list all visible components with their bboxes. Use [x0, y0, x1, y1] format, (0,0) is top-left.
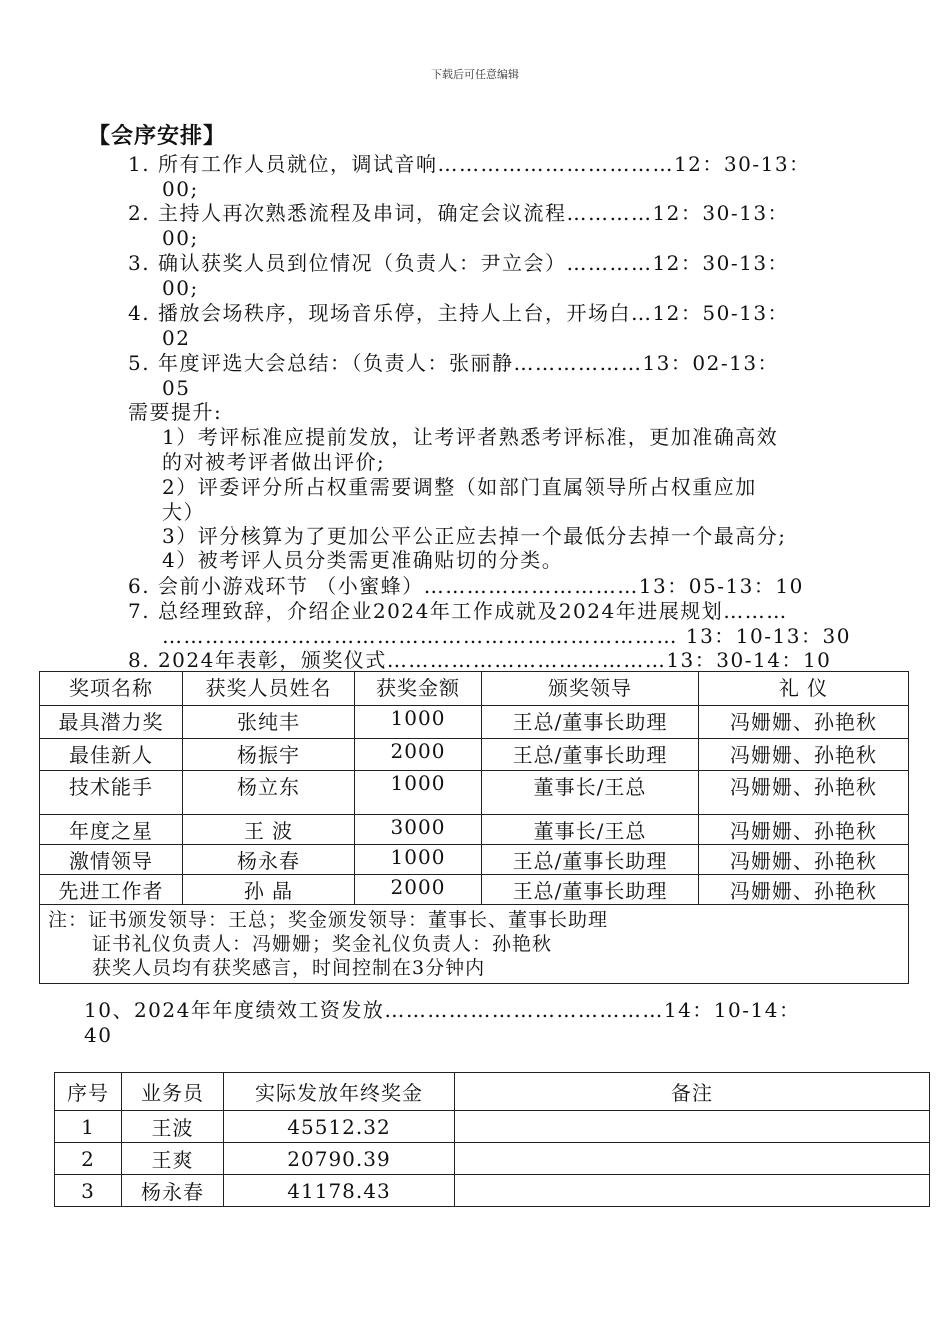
column-header: 礼 仪	[699, 672, 909, 706]
agenda-line: 3. 确认获奖人员到位情况（负责人：尹立会）…………12：30-13：	[128, 251, 790, 275]
agenda-line: 1. 所有工作人员就位，调试音响……………………………12：30-13：	[128, 152, 811, 176]
column-header: 备注	[455, 1073, 930, 1111]
table-cell: 冯姗姗、孙艳秋	[699, 875, 909, 905]
table-cell: 杨永春	[183, 845, 355, 875]
table-cell: 2000	[355, 875, 482, 905]
agenda-line: 10、2024年年度绩效工资发放…………………………………14：10-14：	[84, 998, 801, 1022]
agenda-line: 6. 会前小游戏环节 （小蜜蜂）…………………………13：05-13：10	[128, 574, 804, 598]
agenda-line: 05	[162, 376, 191, 400]
agenda-line: 00;	[162, 226, 199, 250]
table-cell: 1000	[355, 706, 482, 739]
table-cell: 杨振宇	[183, 739, 355, 771]
column-header: 实际发放年终奖金	[224, 1073, 455, 1111]
table-cell: 先进工作者	[40, 875, 183, 905]
table-cell: 45512.32	[224, 1111, 455, 1143]
bonus-table	[54, 1072, 930, 1207]
table-cell: 最佳新人	[40, 739, 183, 771]
note-line: 证书礼仪负责人：冯姗姗；奖金礼仪负责人：孙艳秋	[92, 933, 553, 955]
note-line: 获奖人员均有获奖感言，时间控制在3分钟内	[92, 957, 486, 979]
table-cell: 年度之星	[40, 815, 183, 845]
note-line: 注：证书颁发领导：王总；奖金颁发领导：董事长、董事长助理	[48, 909, 609, 931]
table-cell: 王爽	[122, 1143, 224, 1175]
column-header: 业务员	[122, 1073, 224, 1111]
table-cell: 最具潜力奖	[40, 706, 183, 739]
table-cell: 3	[55, 1175, 122, 1207]
table-cell: 董事长/王总	[482, 771, 699, 815]
table-cell: 41178.43	[224, 1175, 455, 1207]
table-row	[55, 1111, 930, 1143]
column-header: 颁奖领导	[482, 672, 699, 706]
table-cell: 王总/董事长助理	[482, 739, 699, 771]
table-cell: 2000	[355, 739, 482, 771]
table-cell: 冯姗姗、孙艳秋	[699, 771, 909, 815]
agenda-line: 7. 总经理致辞，介绍企业2024年工作成就及2024年进展规划………	[128, 599, 788, 623]
table-row	[40, 739, 909, 771]
improve-line: 3）评分核算为了更加公平公正应去掉一个最低分去掉一个最高分;	[162, 524, 787, 548]
agenda-line: 5. 年度评选大会总结：（负责人：张丽静………………13：02-13：	[128, 351, 780, 375]
table-cell: 1	[55, 1111, 122, 1143]
table-cell: 20790.39	[224, 1143, 455, 1175]
improve-title: 需要提升:	[128, 400, 223, 424]
agenda-line: 4. 播放会场秩序，现场音乐停，主持人上台，开场白…12：50-13：	[128, 301, 790, 325]
table-row	[55, 1143, 930, 1175]
improve-line: 1）考评标准应提前发放，让考评者熟悉考评标准，更加准确高效	[162, 425, 779, 449]
awards-table	[39, 671, 909, 984]
table-cell: 孙 晶	[183, 875, 355, 905]
column-header: 序号	[55, 1073, 122, 1111]
table-cell: 冯姗姗、孙艳秋	[699, 845, 909, 875]
table-cell: 王总/董事长助理	[482, 875, 699, 905]
column-header: 获奖金额	[355, 672, 482, 706]
agenda-line: 00;	[162, 276, 199, 300]
table-cell: 王 波	[183, 815, 355, 845]
agenda-line: 00;	[162, 177, 199, 201]
table-row	[40, 706, 909, 739]
notes-row	[40, 905, 909, 984]
improve-line: 的对被考评者做出评价;	[162, 450, 386, 474]
table-cell: 激情领导	[40, 845, 183, 875]
table-cell: 冯姗姗、孙艳秋	[699, 706, 909, 739]
table-cell: 1000	[355, 771, 482, 815]
table-cell: 2	[55, 1143, 122, 1175]
improve-line: 大）	[162, 500, 205, 524]
table-cell: 1000	[355, 845, 482, 875]
awards-notes	[40, 905, 909, 984]
agenda-line: 2. 主持人再次熟悉流程及串词，确定会议流程…………12：30-13：	[128, 201, 790, 225]
table-cell: 冯姗姗、孙艳秋	[699, 815, 909, 845]
table-cell	[455, 1111, 930, 1143]
table-row	[55, 1175, 930, 1207]
agenda-line: 8. 2024年表彰，颁奖仪式…………………………………13：30-14：10	[128, 648, 832, 672]
agenda-line: 02	[162, 326, 191, 350]
table-cell	[455, 1175, 930, 1207]
table-cell: 3000	[355, 815, 482, 845]
column-header: 获奖人员姓名	[183, 672, 355, 706]
table-cell: 张纯丰	[183, 706, 355, 739]
improve-line: 2）评委评分所占权重需要调整（如部门直属领导所占权重应加	[162, 475, 757, 499]
header-note: 下载后可任意编辑	[431, 68, 519, 81]
improve-line: 4）被考评人员分类需更准确贴切的分类。	[162, 548, 564, 572]
table-row	[40, 771, 909, 815]
agenda-line: ……………………………………………………………… 13：10-13：30	[162, 624, 851, 648]
table-cell: 王总/董事长助理	[482, 845, 699, 875]
table-cell: 王波	[122, 1111, 224, 1143]
column-header: 奖项名称	[40, 672, 183, 706]
table-cell: 董事长/王总	[482, 815, 699, 845]
table-cell: 技术能手	[40, 771, 183, 815]
table-row	[40, 845, 909, 875]
table-header-row	[55, 1073, 930, 1111]
table-cell: 杨永春	[122, 1175, 224, 1207]
table-cell	[455, 1143, 930, 1175]
table-cell: 冯姗姗、孙艳秋	[699, 739, 909, 771]
table-row	[40, 875, 909, 905]
table-cell: 王总/董事长助理	[482, 706, 699, 739]
section-title: 【会序安排】	[88, 123, 227, 149]
table-cell: 杨立东	[183, 771, 355, 815]
table-row	[40, 815, 909, 845]
agenda-line: 40	[84, 1023, 113, 1047]
table-header-row	[40, 672, 909, 706]
